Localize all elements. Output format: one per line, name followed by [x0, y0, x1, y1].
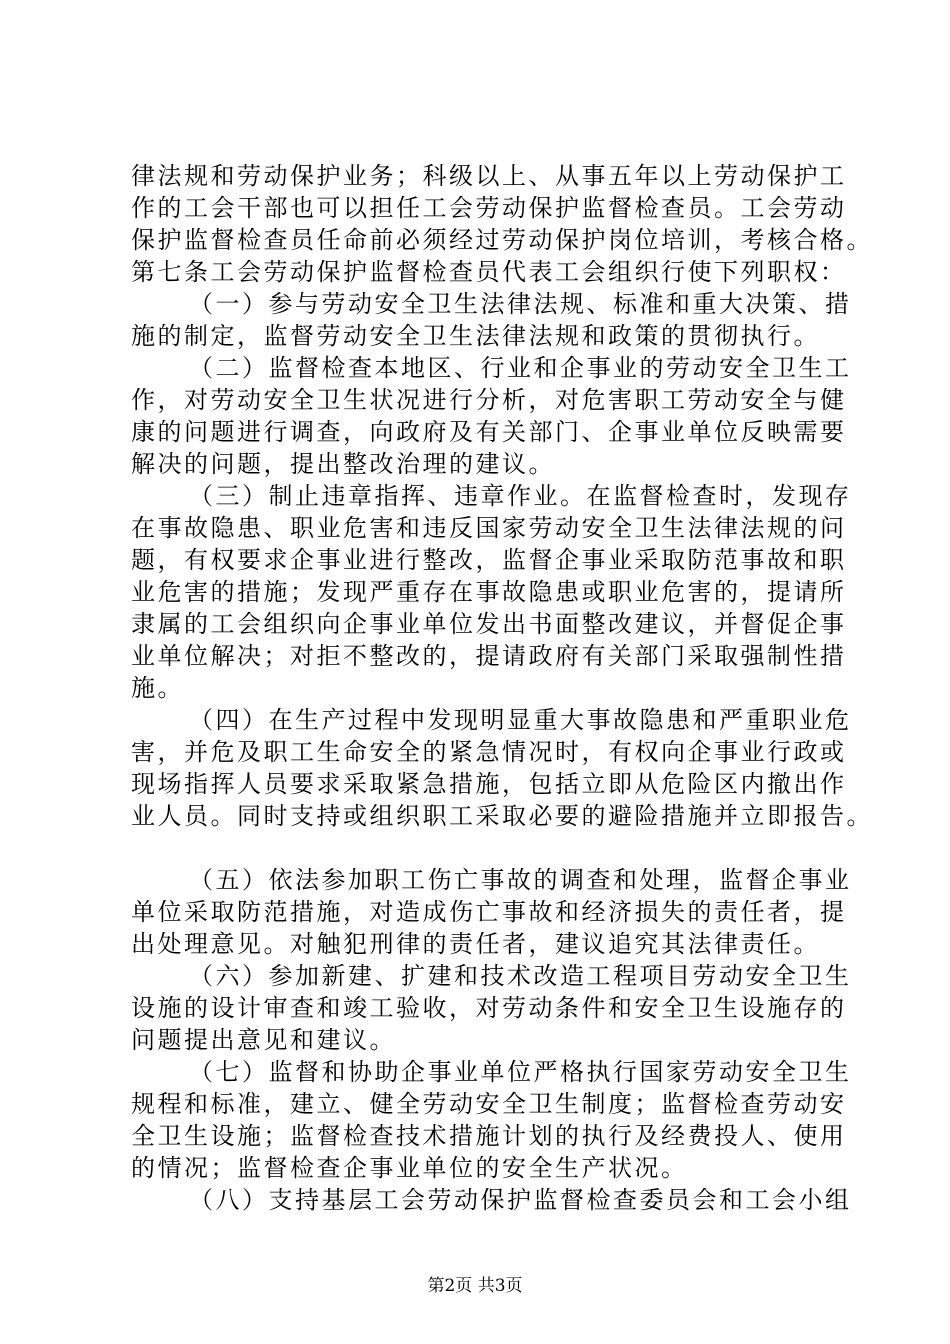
paragraph [131, 1056, 852, 1184]
text-line: 隶属的工会组织向企事业单位发出书面整改建议，并督促企事 [131, 610, 847, 638]
paragraph [131, 960, 852, 1056]
text-line: 作，对劳动安全卫生状况进行分析，对危害职工劳动安全与健 [131, 386, 847, 414]
paragraph [131, 256, 847, 288]
text-line: （七）监督和协助企事业单位严格执行国家劳动安全卫生 [189, 1058, 852, 1086]
text-line: 的情况；监督检查企事业单位的安全生产状况。 [131, 1154, 688, 1182]
text-line: 律法规和劳动保护业务；科级以上、从事五年以上劳动保护工 [131, 162, 847, 190]
text-line: 业危害的措施；发现严重存在事故隐患或职业危害的，提请所 [131, 578, 847, 606]
paragraph [131, 352, 852, 480]
text-line: 第七条工会劳动保护监督检查员代表工会组织行使下列职权： [131, 258, 847, 286]
text-line: 康的问题进行调查，向政府及有关部门、企事业单位反映需要 [131, 418, 847, 446]
paragraph [131, 864, 852, 960]
paragraph [131, 1184, 852, 1216]
text-line: （五）依法参加职工伤亡事故的调查和处理，监督企事业 [189, 866, 852, 894]
text-line: 出处理意见。对触犯刑律的责任者，建议追究其法律责任。 [131, 930, 820, 958]
paragraph-gap [131, 832, 831, 864]
text-line: （三）制止违章指挥、违章作业。在监督检查时，发现存 [189, 482, 852, 510]
text-line: 业单位解决；对拒不整改的，提请政府有关部门采取强制性措 [131, 642, 847, 670]
text-line: 施的制定，监督劳动安全卫生法律法规和政策的贯彻执行。 [131, 322, 820, 350]
page-footer: 第2页 共3页 [427, 1276, 523, 1296]
text-line: 全卫生设施；监督检查技术措施计划的执行及经费投人、使用 [131, 1122, 847, 1150]
text-line: 现场指挥人员要求采取紧急措施，包括立即从危险区内撤出作 [131, 770, 847, 798]
paragraph [131, 288, 852, 352]
text-line: 规程和标准，建立、健全劳动安全卫生制度；监督检查劳动安 [131, 1090, 847, 1118]
text-line: 施。 [131, 674, 184, 702]
text-line: （六）参加新建、扩建和技术改造工程项目劳动安全卫生 [189, 962, 852, 990]
text-line: （四）在生产过程中发现明显重大事故隐患和严重职业危 [189, 706, 852, 734]
document-body [131, 160, 873, 1216]
text-line: 题，有权要求企事业进行整改，监督企事业采取防范事故和职 [131, 546, 847, 574]
text-line: 作的工会干部也可以担任工会劳动保护监督检查员。工会劳动 [131, 194, 847, 222]
text-line: 单位采取防范措施，对造成伤亡事故和经济损失的责任者，提 [131, 898, 847, 926]
text-line: （八）支持基层工会劳动保护监督检查委员会和工会小组 [189, 1186, 852, 1214]
text-line: 害，并危及职工生命安全的紧急情况时，有权向企事业行政或 [131, 738, 847, 766]
text-line: （二）监督检查本地区、行业和企事业的劳动安全卫生工 [189, 354, 852, 382]
text-line: 保护监督检查员任命前必须经过劳动保护岗位培训，考核合格。 [131, 226, 873, 254]
text-line: （一）参与劳动安全卫生法律法规、标准和重大决策、措 [189, 290, 852, 318]
text-line: 业人员。同时支持或组织职工采取必要的避险措施并立即报告。 [131, 802, 873, 830]
paragraph [131, 160, 873, 256]
text-line: 解决的问题，提出整改治理的建议。 [131, 450, 555, 478]
text-line: 问题提出意见和建议。 [131, 1026, 396, 1054]
paragraph [131, 704, 873, 832]
text-line: 在事故隐患、职业危害和违反国家劳动安全卫生法律法规的问 [131, 514, 847, 542]
paragraph [131, 480, 852, 704]
text-line: 设施的设计审查和竣工验收，对劳动条件和安全卫生设施存的 [131, 994, 847, 1022]
